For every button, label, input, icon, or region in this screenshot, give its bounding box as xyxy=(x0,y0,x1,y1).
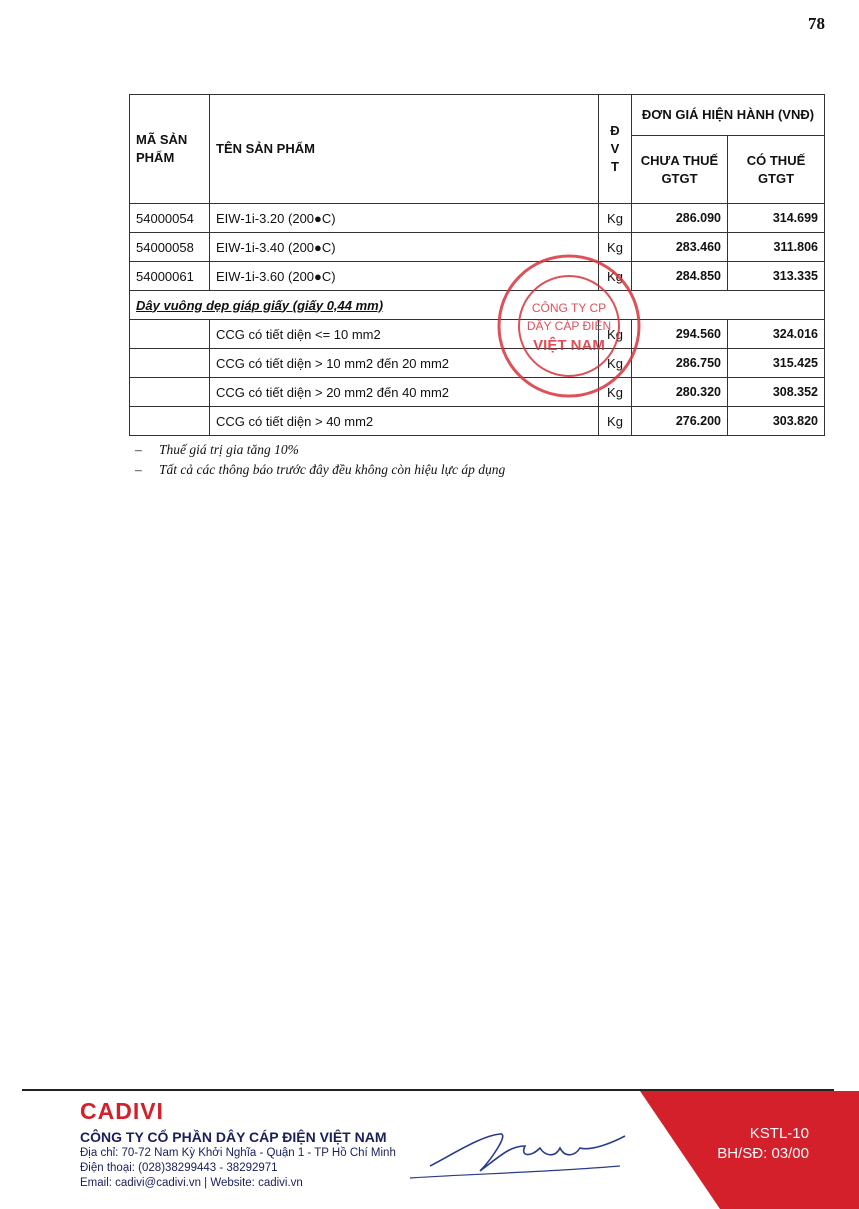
note-item: – Tất cả các thông báo trước đây đều không còn hiệu lực áp dụng xyxy=(135,462,506,477)
row-unit: Kg xyxy=(599,378,632,407)
company-phone: Điện thoại: (028)38299443 - 38292971 xyxy=(80,1162,278,1174)
row-unit: Kg xyxy=(599,204,632,233)
document-code xyxy=(717,1124,809,1164)
row-with-tax: 324.016 xyxy=(728,320,825,349)
row-name: CCG có tiết diện > 20 mm2 đến 40 mm2 xyxy=(210,378,599,407)
row-pre-tax: 276.200 xyxy=(632,407,728,436)
company-email: Email: cadivi@cadivi.vn | Website: cadivi.vn xyxy=(80,1177,303,1189)
row-with-tax: 303.820 xyxy=(728,407,825,436)
table-row xyxy=(130,378,825,407)
company-address: Địa chỉ: 70-72 Nam Kỳ Khởi Nghĩa - Quận 1 - TP Hồ Chí Minh xyxy=(80,1147,396,1159)
signature xyxy=(410,1116,630,1186)
table-row xyxy=(130,204,825,233)
row-code: 54000061 xyxy=(130,262,210,291)
row-with-tax: 313.335 xyxy=(728,262,825,291)
row-with-tax: 311.806 xyxy=(728,233,825,262)
row-code xyxy=(130,320,210,349)
header-with-tax: CÓ THUẾ GTGT xyxy=(728,136,825,204)
header-pre-tax: CHƯA THUẾ GTGT xyxy=(632,136,728,204)
row-unit: Kg xyxy=(599,407,632,436)
doc-revision: BH/SĐ: 03/00 xyxy=(717,1145,809,1162)
row-with-tax: 314.699 xyxy=(728,204,825,233)
header-price-group: ĐƠN GIÁ HIỆN HÀNH (VNĐ) xyxy=(632,95,825,136)
row-name: CCG có tiết diện <= 10 mm2 xyxy=(210,320,599,349)
row-name: EIW-1i-3.60 (200●C) xyxy=(210,262,599,291)
table-row xyxy=(130,407,825,436)
page-number: 78 xyxy=(808,14,825,33)
row-code: 54000054 xyxy=(130,204,210,233)
row-name: EIW-1i-3.40 (200●C) xyxy=(210,233,599,262)
row-pre-tax: 294.560 xyxy=(632,320,728,349)
row-pre-tax: 286.750 xyxy=(632,349,728,378)
note-text: Thuế giá trị gia tăng 10% xyxy=(159,442,299,457)
header-unit: Đ V T xyxy=(599,95,632,204)
header-row xyxy=(130,95,825,136)
row-code: 54000058 xyxy=(130,233,210,262)
company-name: CÔNG TY CỔ PHẦN DÂY CÁP ĐIỆN VIỆT NAM xyxy=(80,1129,387,1145)
svg-text:CÔNG TY CP: CÔNG TY CP xyxy=(531,301,607,315)
row-with-tax: 308.352 xyxy=(728,378,825,407)
notes xyxy=(135,440,505,480)
section-row xyxy=(130,291,825,320)
row-name: EIW-1i-3.20 (200●C) xyxy=(210,204,599,233)
row-pre-tax: 280.320 xyxy=(632,378,728,407)
row-unit: Kg xyxy=(599,262,632,291)
note-item: – Thuế giá trị gia tăng 10% xyxy=(135,442,299,457)
header-code: MÃ SẢN PHẨM xyxy=(130,95,210,204)
row-pre-tax: 286.090 xyxy=(632,204,728,233)
header-name: TÊN SẢN PHẨM xyxy=(210,95,599,204)
doc-code: KSTL-10 xyxy=(749,1125,809,1142)
table-row xyxy=(130,233,825,262)
row-code xyxy=(130,407,210,436)
svg-text:DÂY CÁP ĐIỆN: DÂY CÁP ĐIỆN xyxy=(526,319,612,333)
row-code xyxy=(130,349,210,378)
row-code xyxy=(130,378,210,407)
row-pre-tax: 284.850 xyxy=(632,262,728,291)
note-text: Tất cả các thông báo trước đây đều không còn hiệu lực áp dụng xyxy=(159,462,506,477)
row-pre-tax: 283.460 xyxy=(632,233,728,262)
brand-logo: CADIVI xyxy=(80,1098,164,1124)
table-row xyxy=(130,349,825,378)
row-name: CCG có tiết diện > 40 mm2 xyxy=(210,407,599,436)
company-stamp xyxy=(495,252,643,400)
row-with-tax: 315.425 xyxy=(728,349,825,378)
section-title: Dây vuông dẹp giáp giấy (giấy 0,44 mm) xyxy=(130,291,825,320)
row-name: CCG có tiết diện > 10 mm2 đến 20 mm2 xyxy=(210,349,599,378)
table-row xyxy=(130,262,825,291)
table-row xyxy=(130,320,825,349)
row-unit: Kg xyxy=(599,320,632,349)
price-table xyxy=(129,94,825,436)
row-unit: Kg xyxy=(599,349,632,378)
svg-text:VIỆT NAM: VIỆT NAM xyxy=(533,337,605,354)
row-unit: Kg xyxy=(599,233,632,262)
